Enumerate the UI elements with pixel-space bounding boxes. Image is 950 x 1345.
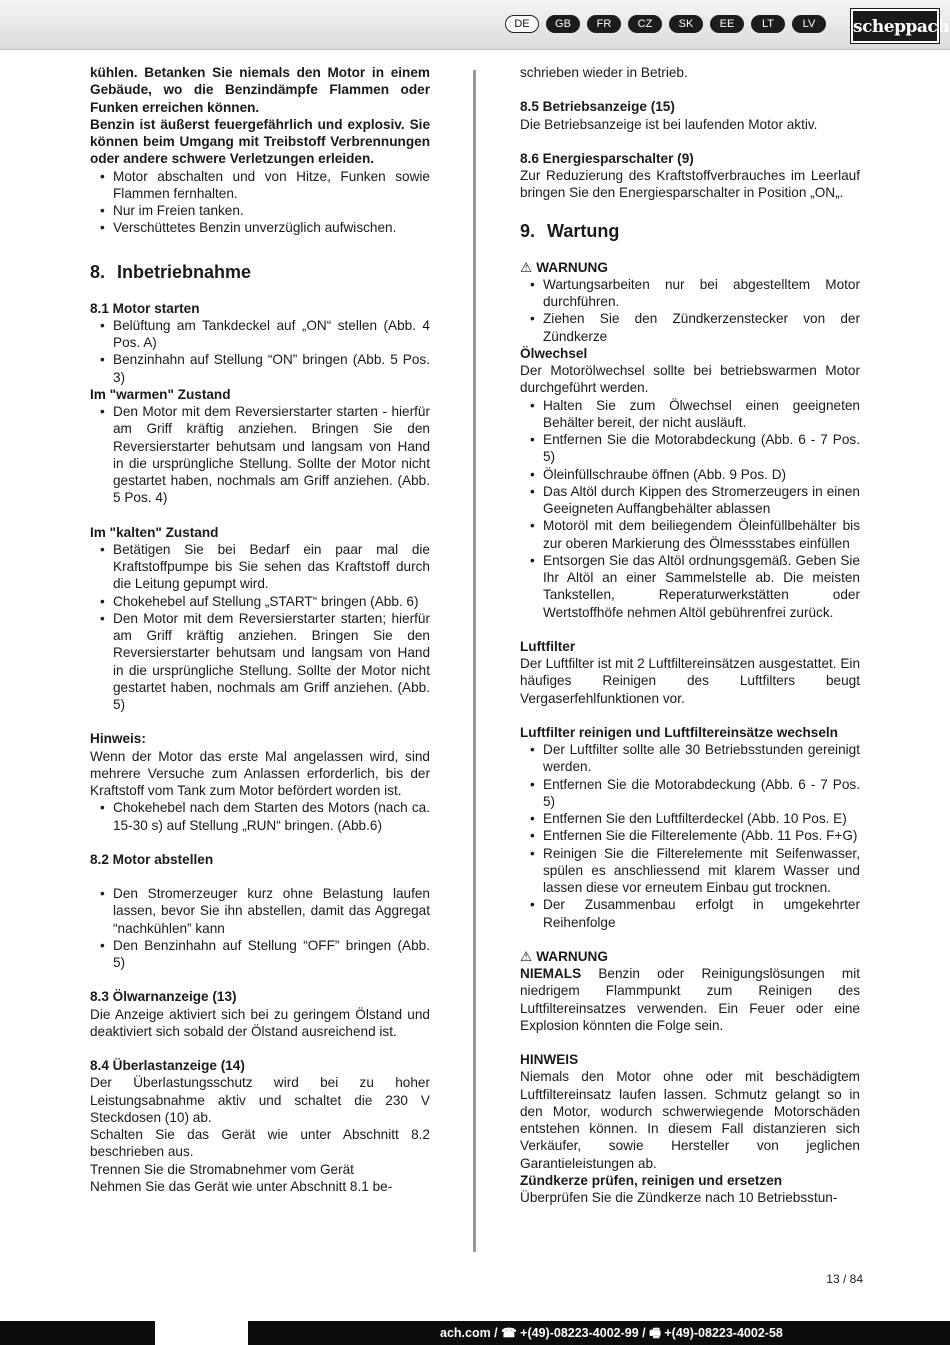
list-item: • Das Altöl durch Kippen des Stromerzeugers in einen Geeigneten Auffangbehälter ablassen [520,483,860,518]
footer-gap [155,1321,248,1345]
list-item: • Chokehebel nach dem Starten des Motors (nach ca. 15-30 s) auf Stellung „RUN“ bringen. (Abb.6) [90,799,430,834]
list-item: • Ziehen Sie den Zündkerzenstecker von der Zündkerze [520,310,860,345]
list-item: • Motor abschalten und von Hitze, Funken sowie Flammen fernhalten. [90,168,430,203]
filter-clean-list [520,741,860,931]
list-item: • Entfernen Sie die Filterelemente (Abb. 11 Pos. F+G) [520,827,860,844]
subheading-spark-plug: Zündkerze prüfen, reinigen und ersetzen [520,1172,783,1188]
brand-logo: scheppach [851,9,939,43]
list-item: • Den Stromerzeuger kurz ohne Belastung laufen lassen, bevor Sie ihn abstellen, damit das Aggregat “nachkühlen” kann [90,885,430,937]
oil-warning-text: Die Anzeige aktiviert sich bei zu geringem Ölstand und deaktiviert sich sobald der Ölstand ausreichend ist. [90,1006,430,1039]
note-text: Niemals den Motor ohne oder mit beschädigtem Luftfiltereinsatz laufen lassen. Schmutz gelangt so in den Motor, wodurch schwerwiegende Motorschäden entstehen können. In diesem Fall distanzieren sich Verkäufer, sowie Hersteller von jeglichen Garantieleistungen ab. [520,1069,860,1171]
list-item: • Den Motor mit dem Reversierstarter starten - hierfür am Griff kräftig anziehen. Bringen Sie den Reversierstarter behutsam und langsam von Hand in die ursprüngliche Stellung. Sollte der Motor nicht gestartet haben, nochmals am Griff anziehen. (Abb. 5 Pos. 4) [90,403,430,507]
warning-text: NIEMALS Benzin oder Reinigungslösungen mit niedrigem Flammpunkt zum Reinigen des Luftfiltereinsatzes verwenden. Ein Feuer oder eine Explosion könnten die Folge sein. [520,966,860,1033]
overload-text: Der Überlastungsschutz wird bei zu hoher Leistungsabnahme aktiv und schaltet die 230 V Steckdosen (10) ab. [90,1075,430,1125]
section-heading-9: 9. Wartung [520,220,620,241]
list-item: • Entsorgen Sie das Altöl ordnungsgemäß. Geben Sie Ihr Altöl an einer Sammelstelle ab. Die meisten Tankstellen, Reperaturwerkstätten oder Wertstoffhöfe nehmen Altöl gebührenfrei zurück. [520,552,860,621]
note-heading: HINWEIS [520,1052,579,1067]
list-item: • Verschüttetes Benzin unverzüglich aufwischen. [90,219,430,236]
lang-cz[interactable]: CZ [628,15,662,33]
overload-text: Trennen Sie die Stromabnehmer vom Gerät [90,1161,354,1177]
list-item: • Der Zusammenbau erfolgt in umgekehrter Reihenfolge [520,896,860,931]
lang-lv[interactable]: LV [792,15,826,33]
overload-text: Schalten Sie das Gerät wie unter Abschnitt 8.2 beschrieben aus. [90,1127,430,1160]
subheading-8-6: 8.6 Energiesparschalter (9) [520,150,694,166]
list-item: • Den Motor mit dem Reversierstarter starten; hierfür am Griff kräftig anziehen. Bringen Sie den Reversierstarter behutsam und langsam von Hand in die ursprüngliche Stellung. Sollte der Motor nicht gestartet haben, nochmals am Griff anziehen. (Abb. 5) [90,610,430,714]
safety-list [90,168,430,237]
note-list [90,799,430,834]
safety-warning: Benzin ist äußerst feuergefährlich und explosiv. Sie können beim Umgang mit Treibstoff Verbrennungen oder andere schwere Verletzungen erleiden. [90,116,430,167]
subheading-8-4: 8.4 Überlastanzeige (14) [90,1058,245,1073]
subheading-filter-clean: Luftfilter reinigen und Luftfiltereinsätze wechseln [520,724,838,740]
list-item: • Benzinhahn auf Stellung “ON” bringen (Abb. 5 Pos. 3) [90,351,430,386]
list-item: • Reinigen Sie die Filterelemente mit Seifenwasser, spülen es anschliessend mit klarem Wasser und lassen diese vor erneutem Einbau gut trocknen. [520,845,860,897]
lang-fr[interactable]: FR [587,15,621,33]
list-item: • Belüftung am Tankdeckel auf „ON“ stellen (Abb. 4 Pos. A) [90,317,430,352]
list-item: • Den Benzinhahn auf Stellung “OFF” bringen (Abb. 5) [90,937,430,972]
subheading-air-filter: Luftfilter [520,638,576,654]
list-item: • Nur im Freien tanken. [90,202,430,219]
stop-list [90,885,430,971]
list-item: • Wartungsarbeiten nur bei abgestelltem Motor durchführen. [520,276,860,311]
safety-intro: kühlen. Betanken Sie niemals den Motor in einem Gebäude, wo die Benzindämpfe Flammen oder Funken erreichen können. [90,65,430,115]
subheading-8-1: 8.1 Motor starten [90,300,200,316]
warm-list [90,403,430,507]
eco-switch-text: Zur Reduzierung des Kraftstoffverbrauches im Leerlauf bringen Sie den Energiesparschalter in Position „ON„. [520,168,860,201]
air-filter-text: Der Luftfilter ist mit 2 Luftfiltereinsätzen ausgestattet. Ein häufiges Reinigen des Luftfilters beugt Vergaserfehlfunktionen vor. [520,656,861,706]
column-divider [473,70,476,1252]
spark-plug-text: Überprüfen Sie die Zündkerze nach 10 Betriebsstun- [520,1190,838,1205]
page-number: 13 / 84 [826,1272,863,1286]
warning-icon: ⚠ [520,948,533,964]
warning-list [520,276,860,345]
run-indicator-text: Die Betriebsanzeige ist bei laufenden Motor aktiv. [520,116,818,132]
continued-text: schrieben wieder in Betrieb. [520,65,688,80]
page-footer [0,1321,950,1345]
cold-list [90,541,430,714]
subheading-warm: Im "warmen" Zustand [90,386,231,402]
list-item: • Motoröl mit dem beiliegendem Öleinfüllbehälter bis zur oberen Markierung des Ölmessstabes einfüllen [520,517,860,552]
oil-change-text: Der Motorölwechsel sollte bei betriebswarmen Motor durchgeführt werden. [520,363,860,396]
oil-change-list [520,397,860,621]
lang-de[interactable]: DE [505,15,539,33]
list-item: • Der Luftfilter sollte alle 30 Betriebsstunden gereinigt werden. [520,741,860,776]
lang-ee[interactable]: EE [710,15,744,33]
subheading-oil-change: Ölwechsel [520,345,588,361]
section-heading-8: 8. Inbetriebnahme [90,261,252,282]
contact-info: ach.com / ☎ +(49)-08223-4002-99 / 🖷 +(49)-08223-4002-58 [440,1326,783,1340]
subheading-8-2: 8.2 Motor abstellen [90,851,214,867]
start-list [90,317,430,386]
list-item: • Entfernen Sie die Motorabdeckung (Abb. 6 - 7 Pos. 5) [520,776,860,811]
warning-icon: ⚠ [520,259,533,275]
list-item: • Betätigen Sie bei Bedarf ein paar mal die Kraftstoffpumpe bis Sie sehen das Kraftstoff durch die Leitung gepumpt wird. [90,541,430,593]
right-column [520,64,860,1206]
overload-text: Nehmen Sie das Gerät wie unter Abschnitt 8.1 be- [90,1178,393,1194]
warning-heading: ⚠ WARNUNG [520,259,608,275]
language-selector [505,15,826,33]
list-item: • Entfernen Sie die Motorabdeckung (Abb. 6 - 7 Pos. 5) [520,431,860,466]
page-header [0,0,950,50]
list-item: • Öleinfüllschraube öffnen (Abb. 9 Pos. D) [520,466,860,483]
note-text: Wenn der Motor das erste Mal angelassen wird, sind mehrere Versuche zum Anlassen erforderlich, bis der Kraftstoff vom Tank zum Motor befördert worden ist. [90,748,430,798]
left-column [90,64,430,1195]
lang-lt[interactable]: LT [751,15,785,33]
lang-gb[interactable]: GB [546,15,580,33]
subheading-8-5: 8.5 Betriebsanzeige (15) [520,99,675,115]
list-item: • Entfernen Sie den Luftfilterdeckel (Abb. 10 Pos. E) [520,810,860,827]
warning-heading: ⚠ WARNUNG [520,948,608,964]
list-item: • Halten Sie zum Ölwechsel einen geeigneten Behälter bereit, der nicht ausläuft. [520,397,860,432]
subheading-cold: Im "kalten" Zustand [90,524,219,540]
note-heading: Hinweis: [90,731,146,747]
lang-sk[interactable]: SK [669,15,703,33]
list-item: • Chokehebel auf Stellung „START“ bringen (Abb. 6) [90,593,430,610]
subheading-8-3: 8.3 Ölwarnanzeige (13) [90,989,237,1005]
